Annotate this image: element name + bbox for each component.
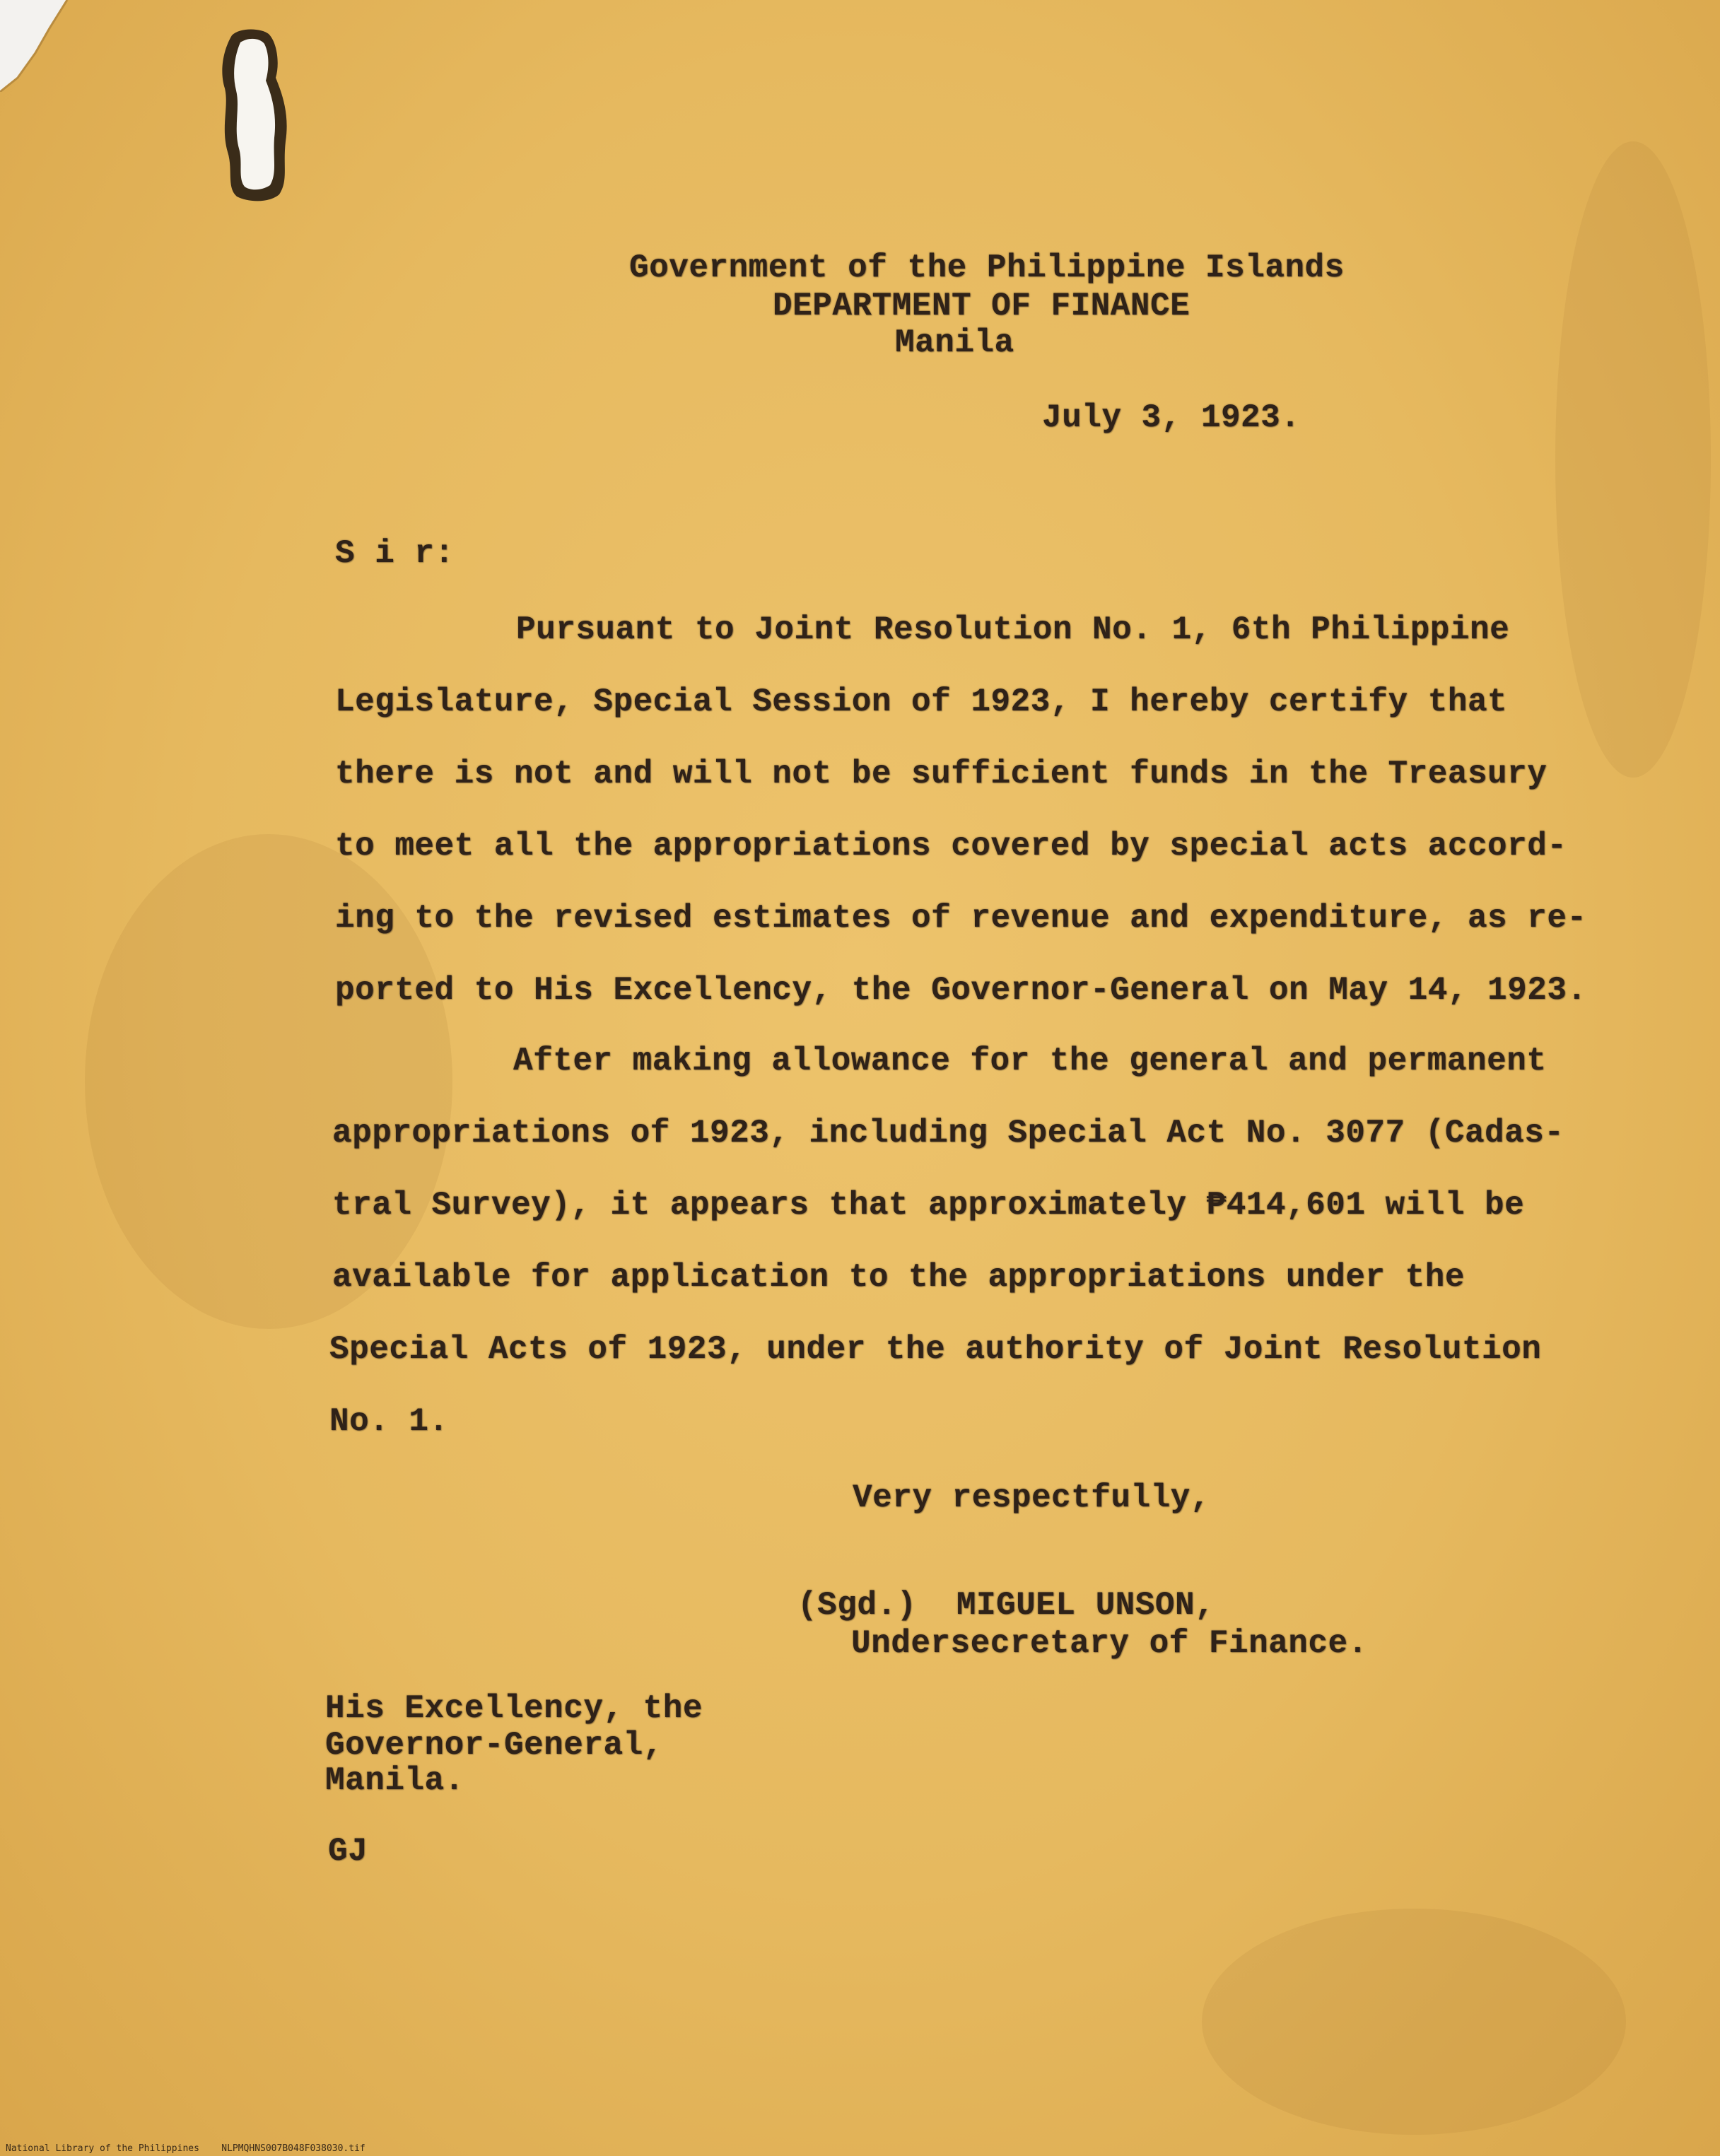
body-line: appropriations of 1923, including Special Act No. 3077 (Cadas- xyxy=(332,1115,1564,1152)
paper-stain xyxy=(1202,1909,1626,2135)
body-line: ported to His Excellency, the Governor-General on May 14, 1923. xyxy=(335,972,1587,1009)
letter-date: July 3, 1923. xyxy=(1042,399,1301,436)
addressee-line: His Excellency, the xyxy=(325,1690,703,1727)
addressee-line: Governor-General, xyxy=(325,1727,663,1764)
signature-title: Undersecretary of Finance. xyxy=(851,1625,1368,1662)
body-line: ing to the revised estimates of revenue and expenditure, as re- xyxy=(335,900,1587,937)
body-line: Legislature, Special Session of 1923, I hereby certify that xyxy=(335,684,1508,720)
letterhead-city: Manila xyxy=(895,324,1014,361)
body-line: available for application to the appropriations under the xyxy=(332,1259,1465,1296)
body-line: Pursuant to Joint Resolution No. 1, 6th Philippine xyxy=(516,611,1510,648)
typist-initials: GJ xyxy=(328,1833,368,1870)
closing: Very respectfully, xyxy=(853,1480,1210,1516)
body-line: No. 1. xyxy=(329,1403,449,1440)
body-line: tral Survey), it appears that approximately ₱414,601 will be xyxy=(332,1187,1525,1224)
body-line: there is not and will not be sufficient funds in the Treasury xyxy=(335,756,1548,792)
letterhead-department: DEPARTMENT OF FINANCE xyxy=(773,288,1190,324)
body-line: After making allowance for the general and permanent xyxy=(513,1043,1547,1079)
addressee-line: Manila. xyxy=(325,1762,464,1799)
salutation: S i r: xyxy=(335,535,455,572)
torn-corner xyxy=(0,0,78,92)
paper-stain xyxy=(1555,141,1711,778)
body-line: Special Acts of 1923, under the authority of Joint Resolution xyxy=(329,1331,1542,1368)
burn-hole xyxy=(212,21,304,205)
signature-name: (Sgd.) MIGUEL UNSON, xyxy=(797,1587,1215,1624)
letterhead-government: Government of the Philippine Islands xyxy=(629,250,1345,286)
archive-caption: National Library of the Philippines NLPMQHNS007B048F038030.tif xyxy=(6,2143,365,2154)
body-line: to meet all the appropriations covered by special acts accord- xyxy=(335,828,1567,865)
